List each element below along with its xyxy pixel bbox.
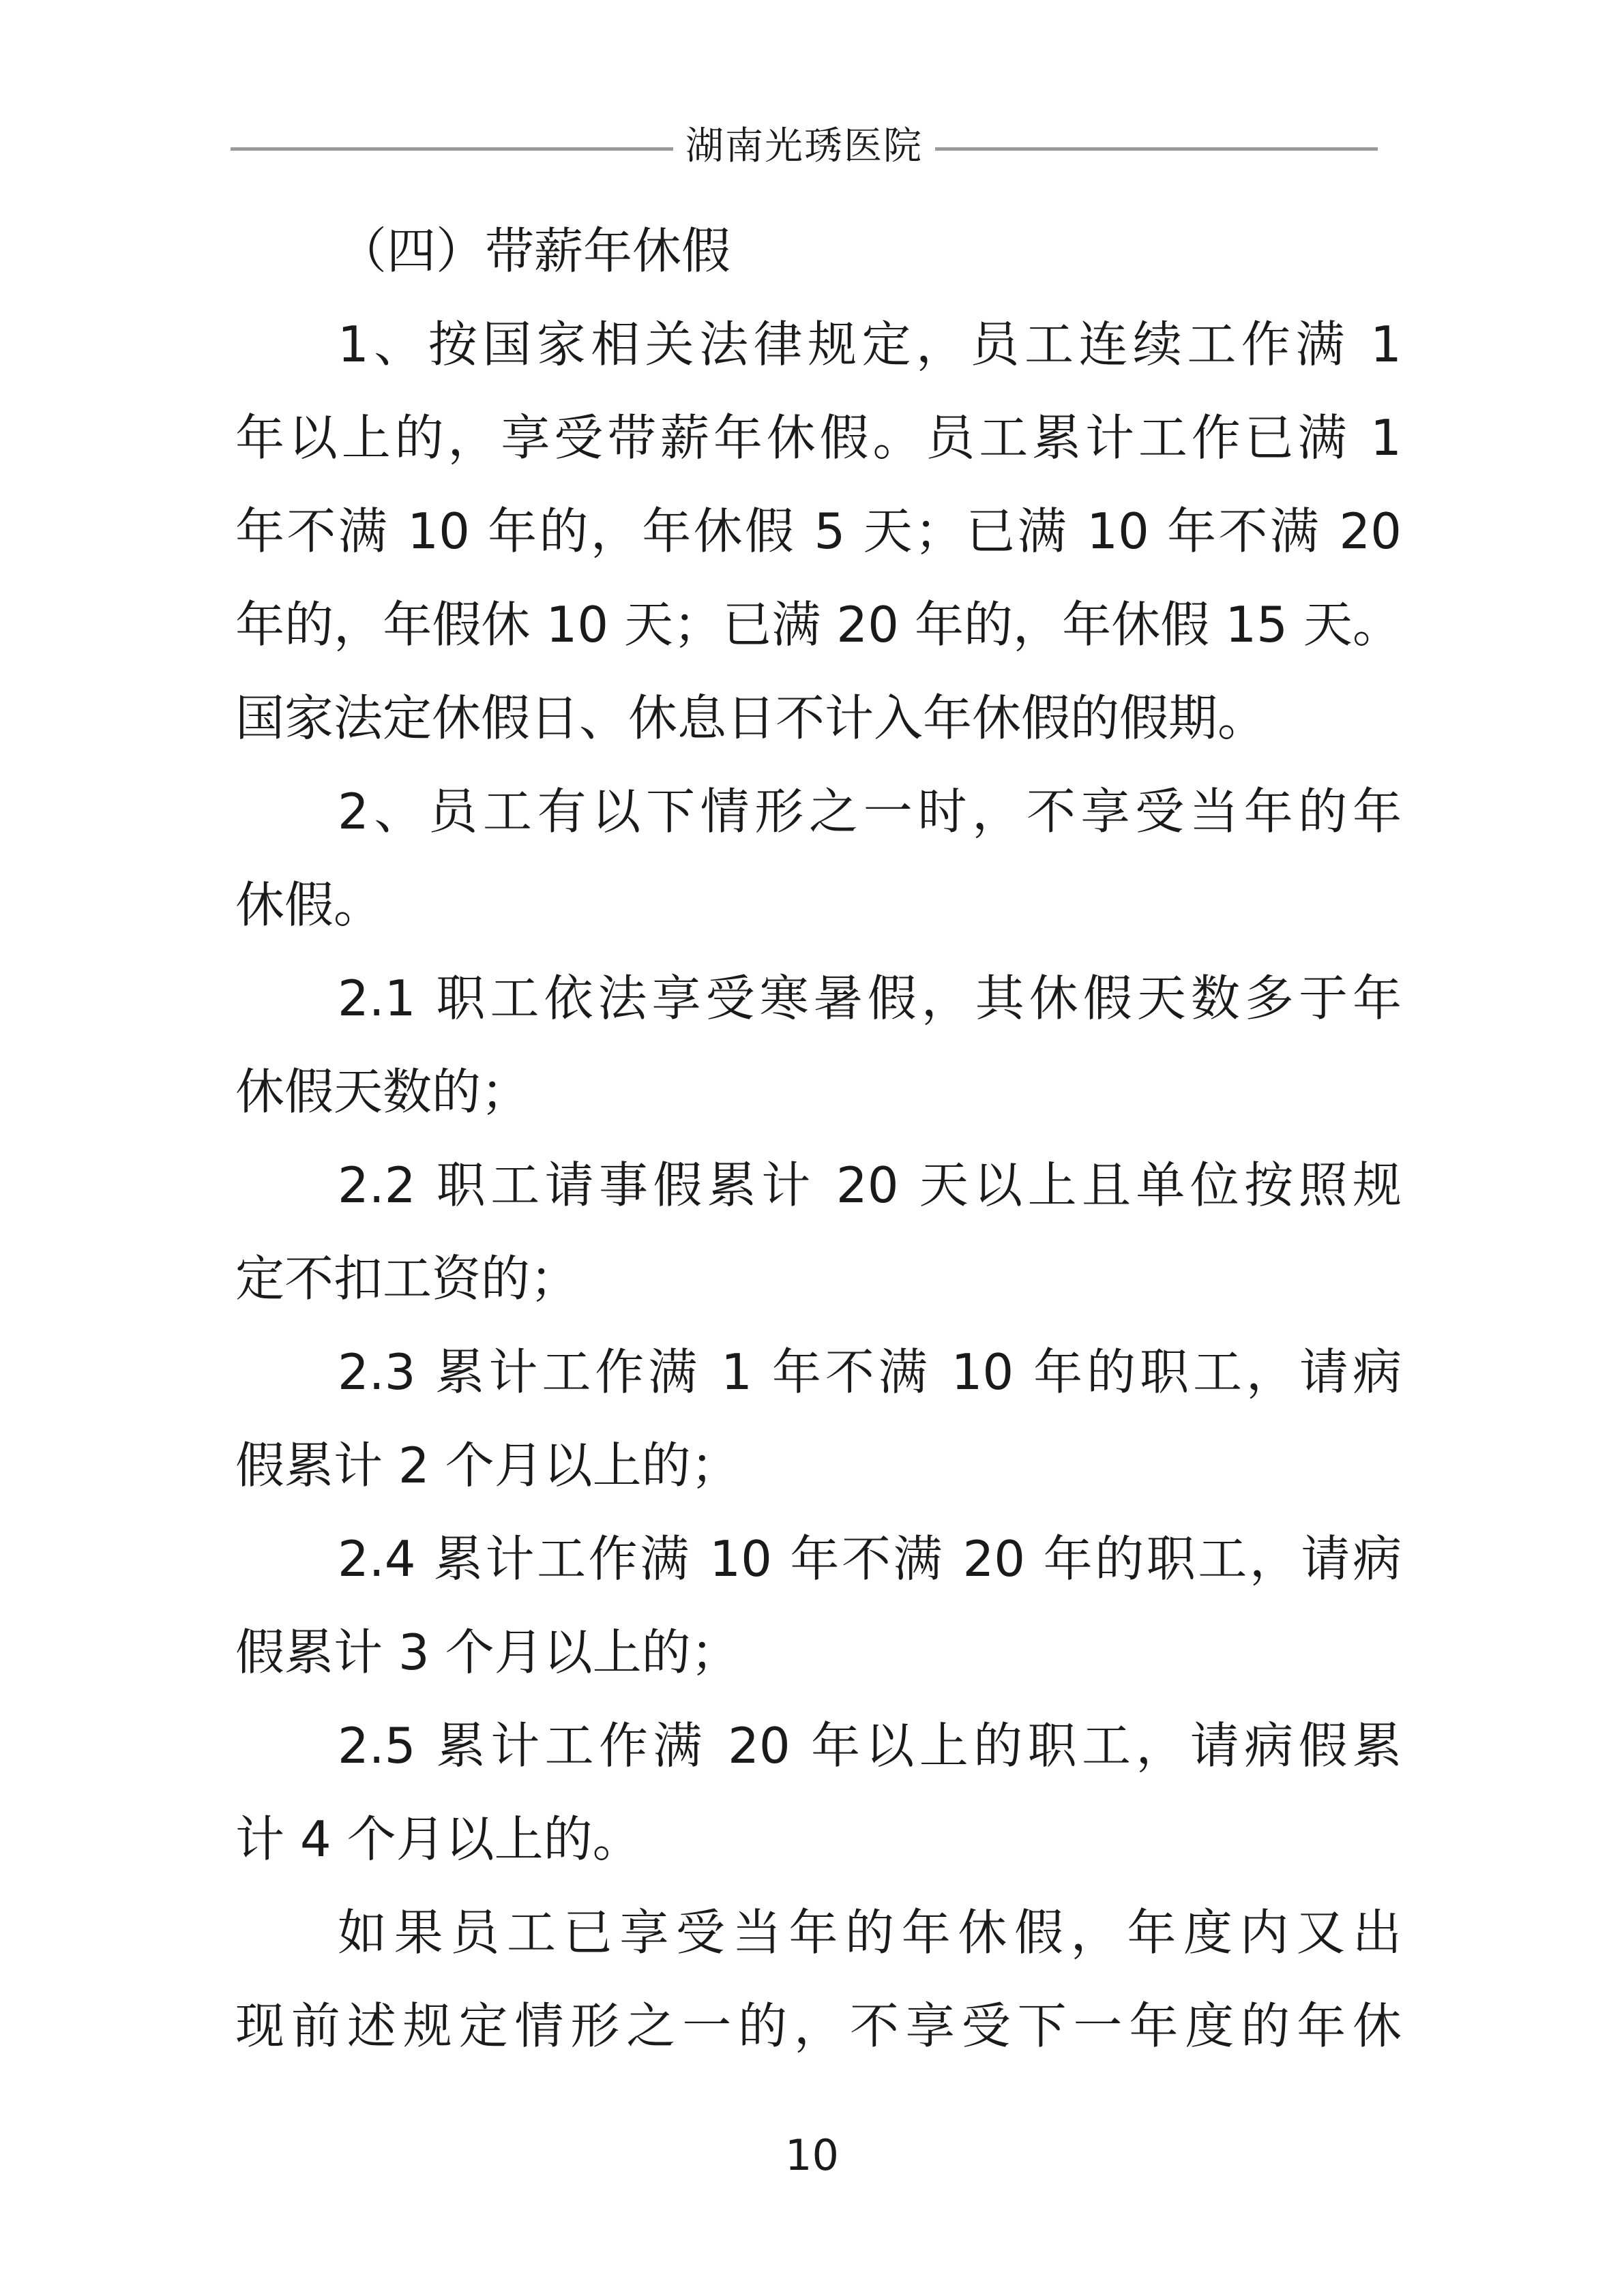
header-title: 湖南光琇医院: [685, 124, 923, 168]
paragraph-line: 年不满 10 年的，年休假 5 天；已满 10 年不满 20: [235, 503, 1402, 560]
paragraph-line: 如果员工已享受当年的年休假，年度内又出: [338, 1904, 1402, 1961]
paragraph: [235, 1886, 1402, 2073]
paragraph: [235, 298, 1402, 765]
paragraph-line: 计 4 个月以上的。: [235, 1810, 642, 1868]
paragraph-line: 2.5 累计工作满 20 年以上的职工，请病假累: [338, 1717, 1402, 1774]
paragraph-line: 休假天数的；: [235, 1063, 531, 1120]
paragraph: [235, 952, 1402, 1139]
page-header: [231, 116, 1378, 177]
paragraph-line: 休假。: [235, 876, 383, 934]
section-heading: （四）带薪年休假: [338, 222, 731, 280]
page-number: 10: [785, 2130, 839, 2180]
paragraph: [235, 1512, 1402, 1699]
header-rule-right: [935, 147, 1378, 151]
paragraph-line: 2、员工有以下情形之一时，不享受当年的年: [338, 783, 1402, 840]
paragraph: [235, 1139, 1402, 1326]
paragraph-line: 2.3 累计工作满 1 年不满 10 年的职工，请病: [338, 1343, 1402, 1401]
paragraph-line: 2.1 职工依法享受寒暑假，其休假天数多于年: [338, 970, 1402, 1027]
paragraph-line: 国家法定休假日、休息日不计入年休假的假期。: [235, 689, 1267, 747]
paragraph-line: 假累计 2 个月以上的；: [235, 1437, 740, 1494]
paragraph: [235, 1326, 1402, 1512]
paragraph-line: 假累计 3 个月以上的；: [235, 1624, 740, 1681]
paragraph: [235, 1699, 1402, 1886]
paragraph: [235, 765, 1402, 952]
paragraph-line: 2.2 职工请事假累计 20 天以上且单位按照规: [338, 1157, 1402, 1214]
paragraph-line: 年的，年假休 10 天；已满 20 年的，年休假 15 天。: [235, 596, 1402, 653]
paragraph-line: 定不扣工资的；: [235, 1250, 580, 1307]
paragraph-line: 1、按国家相关法律规定，员工连续工作满 1: [338, 316, 1402, 373]
paragraph-line: 年以上的，享受带薪年休假。员工累计工作已满 1: [235, 409, 1402, 466]
paragraph-line: 2.4 累计工作满 10 年不满 20 年的职工，请病: [338, 1530, 1402, 1587]
header-rule-left: [231, 147, 673, 151]
body-text: [235, 205, 1402, 2073]
paragraph-line: 现前述规定情形之一的，不享受下一年度的年休: [235, 1997, 1402, 2055]
